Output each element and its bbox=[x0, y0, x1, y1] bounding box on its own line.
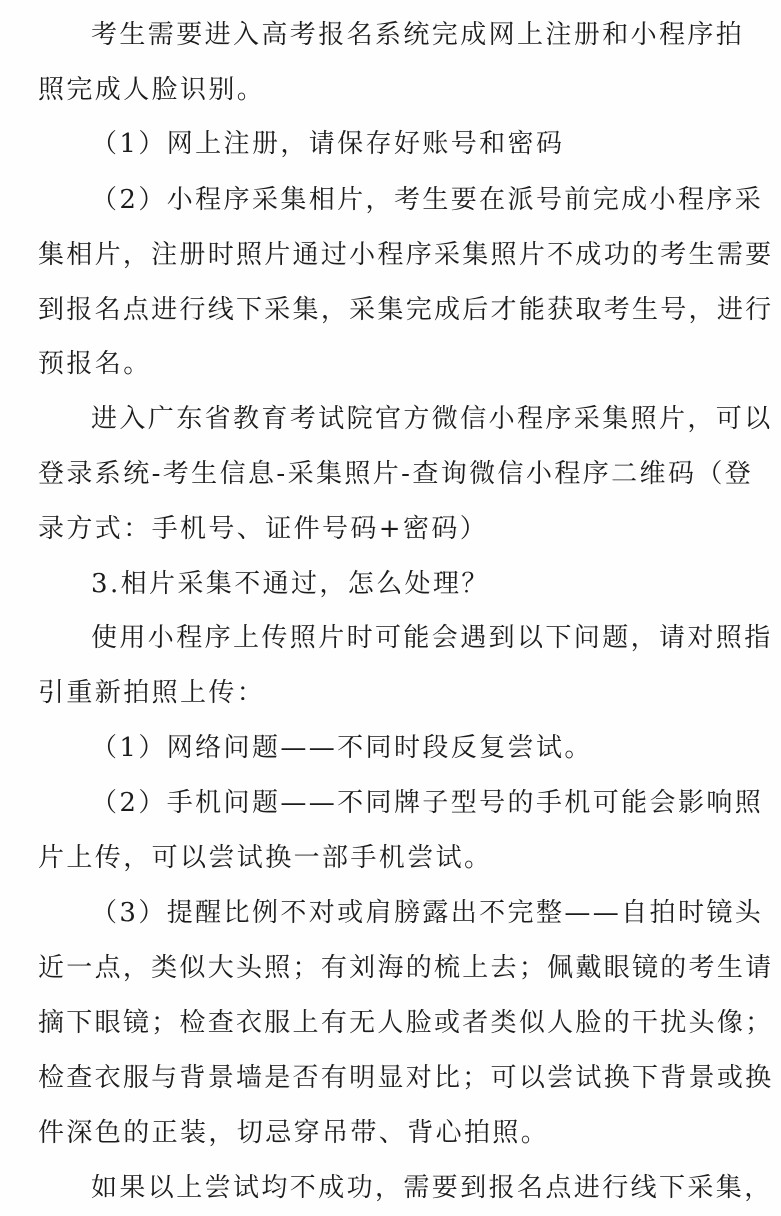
paragraph-line: 到报名点进行线下采集，采集完成后才能获取考生号，进行 bbox=[38, 295, 774, 325]
paragraph-line: 登录系统-考生信息-采集照片-查询微信小程序二维码（登 bbox=[38, 459, 754, 489]
paragraph-line: 预报名。 bbox=[38, 349, 152, 379]
paragraph-line: 进入广东省教育考试院官方微信小程序采集照片，可以 bbox=[91, 404, 773, 434]
paragraph-line: 近一点，类似大头照；有刘海的梳上去；佩戴眼镜的考生请 bbox=[38, 953, 774, 983]
paragraph-line: 如果以上尝试均不成功，需要到报名点进行线下采集， bbox=[91, 1173, 773, 1203]
paragraph-line: （1）网上注册，请保存好账号和密码 bbox=[91, 129, 565, 159]
section-heading: 3.相片采集不通过，怎么处理？ bbox=[91, 569, 490, 599]
paragraph-line: 集相片，注册时照片通过小程序采集照片不成功的考生需要 bbox=[38, 240, 774, 270]
paragraph-line: （1）网络问题——不同时段反复尝试。 bbox=[91, 733, 593, 763]
paragraph-line: 检查衣服与背景墙是否有明显对比；可以尝试换下背景或换 bbox=[38, 1063, 774, 1093]
paragraph-line: 录方式：手机号、证件号码+密码） bbox=[38, 514, 489, 544]
paragraph-line: （2）手机问题——不同牌子型号的手机可能会影响照 bbox=[91, 788, 764, 818]
paragraph-line: 摘下眼镜；检查衣服上有无人脸或者类似人脸的干扰头像； bbox=[38, 1008, 774, 1038]
paragraph-line: 考生需要进入高考报名系统完成网上注册和小程序拍 bbox=[91, 20, 745, 50]
paragraph-line: 照完成人脸识别。 bbox=[38, 75, 266, 105]
paragraph-line: （3）提醒比例不对或肩膀露出不完整——自拍时镜头 bbox=[91, 898, 764, 928]
paragraph-line: 片上传，可以尝试换一部手机尝试。 bbox=[38, 843, 493, 873]
paragraph-line: （2）小程序采集相片，考生要在派号前完成小程序采 bbox=[91, 185, 764, 215]
paragraph-line: 件深色的正装，切忌穿吊带、背心拍照。 bbox=[38, 1118, 550, 1148]
paragraph-line: 使用小程序上传照片时可能会遇到以下问题，请对照指 bbox=[91, 623, 773, 653]
paragraph-line: 引重新拍照上传： bbox=[38, 678, 266, 708]
